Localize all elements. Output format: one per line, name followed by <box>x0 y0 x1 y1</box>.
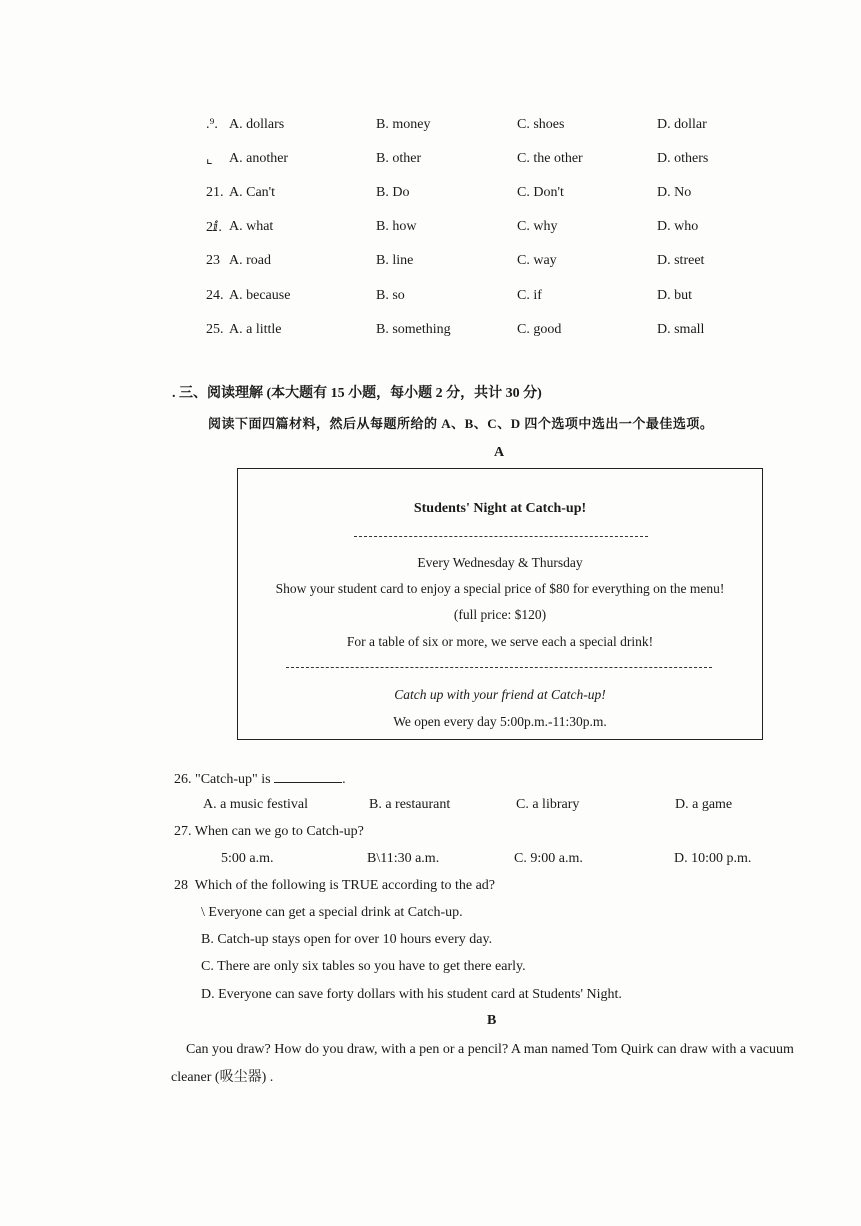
q26-option-d: D. a game <box>675 797 733 812</box>
ad-divider-top <box>354 536 648 537</box>
q27-option-a: 5:00 a.m. <box>221 851 274 866</box>
option-a: A. because <box>229 288 291 303</box>
passage-b-line-2: cleaner (吸尘器) . <box>171 1070 274 1085</box>
option-d: D. others <box>657 151 709 166</box>
option-row-number: 21. <box>206 185 224 200</box>
option-c: C. why <box>517 219 558 234</box>
option-c: C. the other <box>517 151 583 166</box>
part-a-label: A <box>494 445 505 460</box>
ad-slogan: Catch up with your friend at Catch-up! <box>394 687 606 702</box>
option-b: B. money <box>376 117 431 132</box>
option-c: C. way <box>517 253 557 268</box>
question-26: 26. "Catch-up" is . <box>174 772 346 787</box>
option-b: B. so <box>376 288 405 303</box>
ad-line-full-price: (full price: $120) <box>453 607 547 622</box>
q26-option-b: B. a restaurant <box>369 797 451 812</box>
q28-option-b: B. Catch-up stays open for over 10 hours every day. <box>201 932 493 947</box>
ad-title: Students' Night at Catch-up! <box>413 501 587 516</box>
option-c: C. Don't <box>517 185 564 200</box>
option-d: D. dollar <box>657 117 707 132</box>
option-d: D. street <box>657 253 705 268</box>
question-number: 28 <box>174 878 188 893</box>
question-number: 27. <box>174 824 192 839</box>
question-stem: Which of the following is TRUE according to the ad? <box>194 878 496 893</box>
section-heading: . 三、阅读理解 (本大题有 15 小题，每小题 2 分，共计 30 分) <box>172 386 542 401</box>
option-b: B. something <box>376 322 451 337</box>
option-row-number: ⌞ <box>206 152 213 167</box>
q28-option-d: D. Everyone can save forty dollars with his student card at Students' Night. <box>201 987 622 1002</box>
question-27 <box>174 824 364 840</box>
question-number: 26. <box>174 772 192 787</box>
q27-option-b: B\11:30 a.m. <box>367 851 440 866</box>
question-stem: When can we go to Catch-up? <box>194 824 364 839</box>
option-c: C. shoes <box>517 117 565 132</box>
option-a: A. what <box>229 219 274 234</box>
option-row-number: 25. <box>206 322 224 337</box>
option-c: C. good <box>517 322 562 337</box>
option-c: C. if <box>517 288 542 303</box>
option-b: B. line <box>376 253 414 268</box>
option-d: D. who <box>657 219 699 234</box>
question-stem: "Catch-up" is <box>195 772 271 787</box>
ad-line-drink: For a table of six or more, we serve each a special drink! <box>346 634 654 649</box>
ad-box <box>237 468 763 740</box>
option-a: A. another <box>229 151 289 166</box>
q26-option-a: A. a music festival <box>203 797 308 812</box>
option-a: A. dollars <box>229 117 285 132</box>
ad-hours: We open every day 5:00p.m.-11:30p.m. <box>393 714 607 729</box>
q27-option-c: C. 9:00 a.m. <box>514 851 583 866</box>
q27-option-d: D. 10:00 p.m. <box>674 851 752 866</box>
section-instruction: 阅读下面四篇材料，然后从每题所给的 A、B、C、D 四个选项中选出一个最佳选项。 <box>208 416 714 431</box>
option-d: D. No <box>657 185 692 200</box>
option-b: B. how <box>376 219 417 234</box>
part-b-label: B <box>487 1013 497 1028</box>
option-row-number: 2ⅈ. <box>206 220 222 235</box>
question-28 <box>174 878 495 894</box>
option-a: A. Can't <box>229 185 276 200</box>
option-row-number: 24. <box>206 288 224 303</box>
ad-divider-bottom <box>286 667 712 668</box>
passage-b-line-1: Can you draw? How do you draw, with a pen or a pencil? A man named Tom Quirk can draw with a vacuum <box>186 1042 794 1057</box>
option-row-number: .⁹. <box>206 117 218 132</box>
q26-option-c: C. a library <box>516 797 580 812</box>
option-d: D. but <box>657 288 692 303</box>
option-row-number: 23 <box>206 253 220 268</box>
option-b: B. other <box>376 151 422 166</box>
option-a: A. a little <box>229 322 282 337</box>
answer-blank <box>274 770 342 783</box>
q28-option-a: \ Everyone can get a special drink at Catch-up. <box>201 905 463 920</box>
option-b: B. Do <box>376 185 410 200</box>
option-a: A. road <box>229 253 271 268</box>
ad-line-price: Show your student card to enjoy a special price of $80 for everything on the menu! <box>275 581 725 596</box>
option-d: D. small <box>657 322 705 337</box>
ad-days: Every Wednesday & Thursday <box>417 555 583 570</box>
q28-option-c: C. There are only six tables so you have to get there early. <box>201 959 526 974</box>
